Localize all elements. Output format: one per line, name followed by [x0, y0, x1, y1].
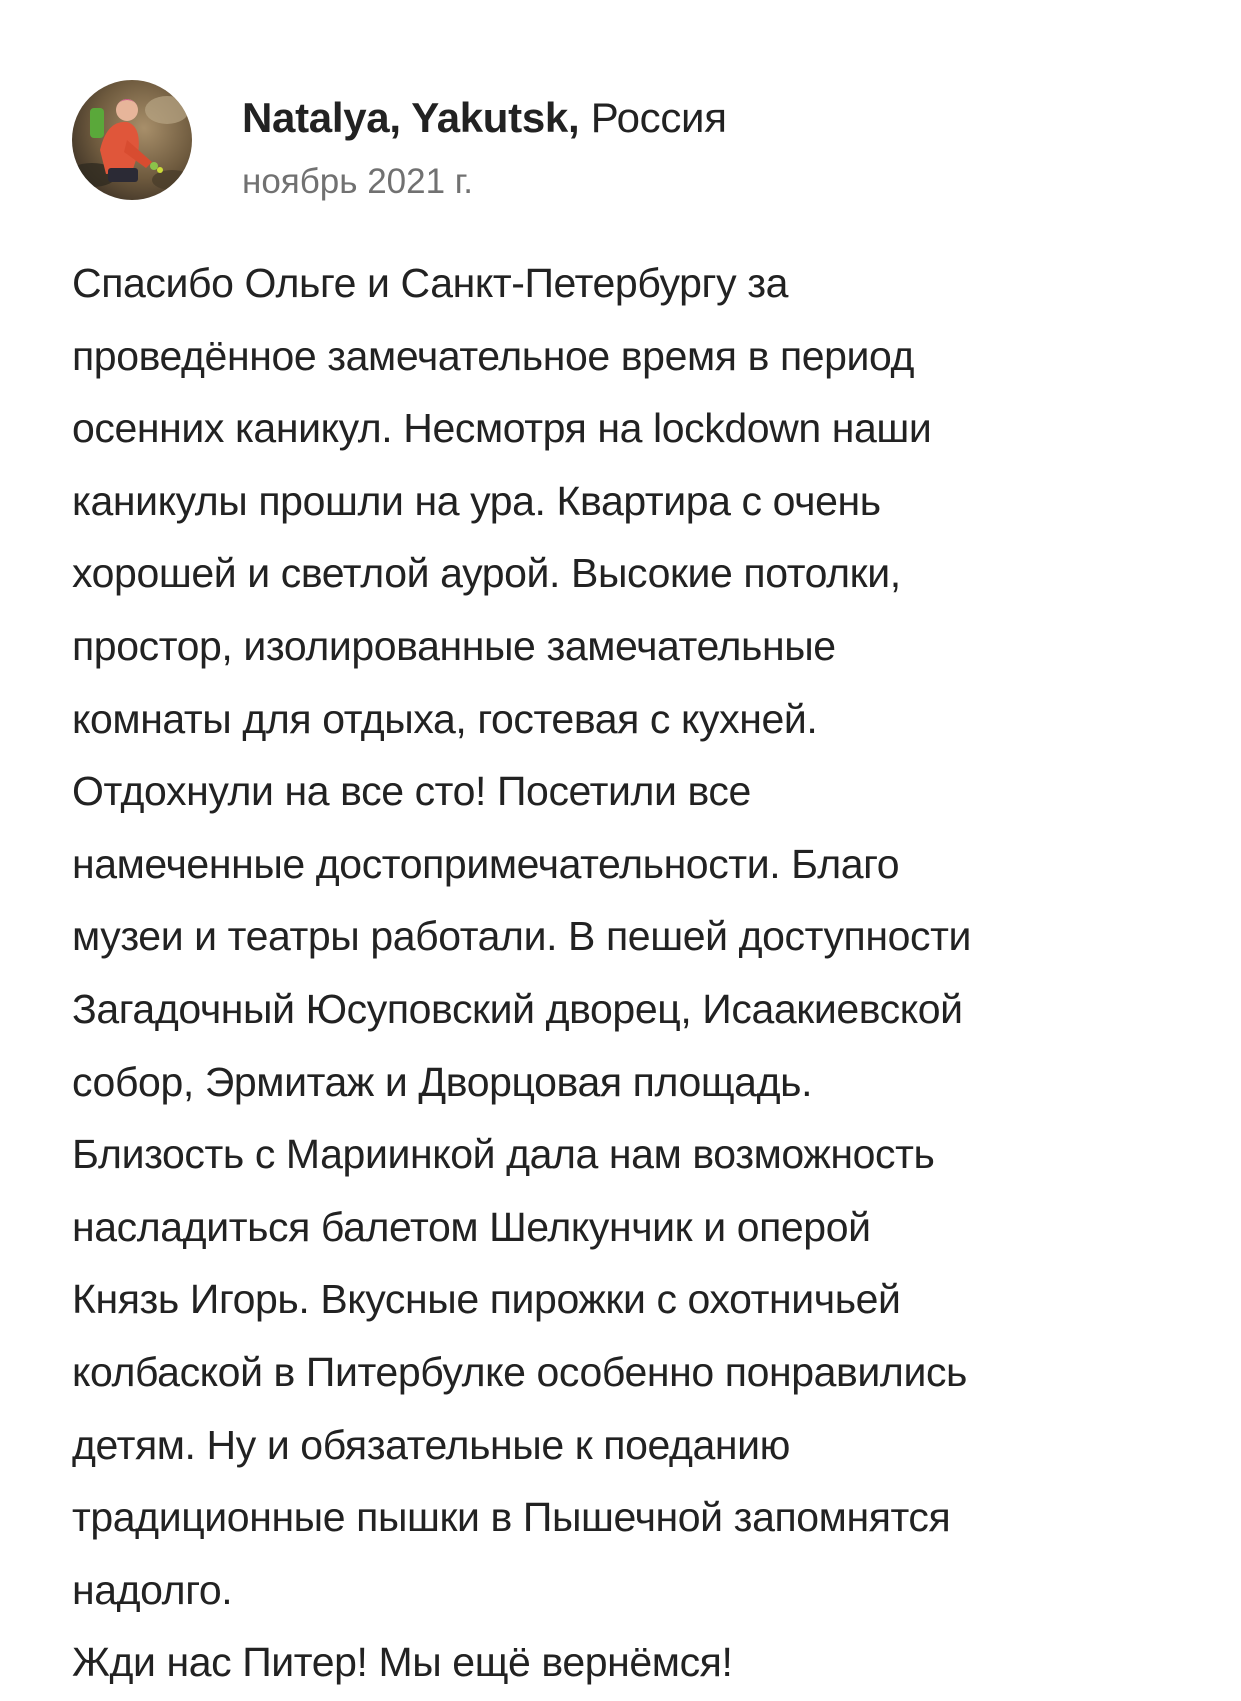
- review-date: ноябрь 2021 г.: [242, 162, 474, 201]
- user-avatar[interactable]: [72, 80, 192, 200]
- author-location: Россия: [590, 94, 727, 141]
- avatar-photo-icon: [72, 80, 192, 200]
- author-name[interactable]: Natalya, Yakutsk,: [242, 94, 580, 141]
- author-line: [242, 92, 727, 144]
- review-header: [72, 80, 1172, 204]
- review-text: Спасибо Ольге и Санкт-Петербургу за проведённое замечательное время в период осенних каникул. Несмотря на lockdown наши каникулы прошли на ура. Квартира с очень хорошей и светлой аурой. Высокие потолки, простор, изолированные замечательные комнаты для отдыха, гостевая с кухней. Отдохнули на все сто! Посетили все намеченные достопримечательности. Благо музеи и театры работали. В пешей доступности Загадочный Юсуповский дворец, Исаакиевской собор, Эрмитаж и Дворцовая площадь. Близость с Мариинкой дала нам возможность насладиться балетом Шелкунчик и оперой Князь Игорь. Вкусные пирожки с охотничьей колбаской в Питербулке особенно понравились детям. Ну и обязательные к поеданию традиционные пышки в Пышечной запомнятся надолго. Жди нас Питер! Мы ещё вернёмся!: [72, 260, 971, 1686]
